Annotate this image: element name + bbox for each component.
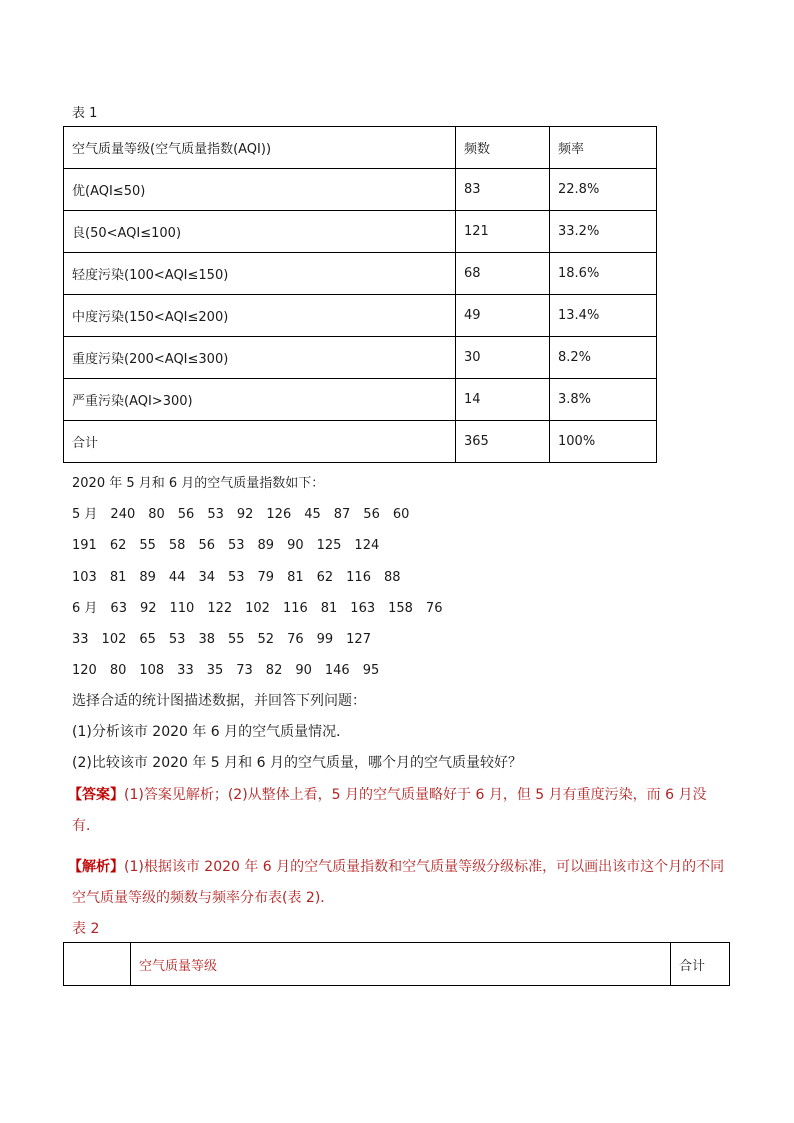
table1 xyxy=(63,126,657,463)
may-values-3: 103 81 89 44 34 53 79 81 62 116 88 xyxy=(72,570,401,585)
table-cell: 严重污染(AQI>300) xyxy=(64,379,456,421)
question-1: (1)分析该市 2020 年 6 月的空气质量情况． xyxy=(72,724,351,740)
answer-tag: 【答案】 xyxy=(68,787,124,803)
answer-text-1: (1)答案见解析；(2)从整体上看，5 月的空气质量略好于 6 月，但 5 月有重度污染，而 6 月没 xyxy=(124,787,707,803)
table-row xyxy=(64,253,657,295)
table-header-cell: 合计 xyxy=(671,943,730,986)
june-values-2: 33 102 65 53 38 55 52 76 99 127 xyxy=(72,632,371,647)
june-values-3: 120 80 108 33 35 73 82 90 146 95 xyxy=(72,663,380,678)
table-header-cell: 频率 xyxy=(550,127,657,169)
may-label: 5 月 xyxy=(72,507,98,522)
table-row xyxy=(64,211,657,253)
table-cell: 重度污染(200<AQI≤300) xyxy=(64,337,456,379)
table-row xyxy=(64,295,657,337)
table-header-cell: 频数 xyxy=(456,127,550,169)
table-cell: 3.8% xyxy=(550,379,657,421)
analysis-tag: 【解析】 xyxy=(68,859,124,875)
answer-line-2: 有． xyxy=(72,818,100,834)
table-row xyxy=(64,169,657,211)
table-cell: 轻度污染(100<AQI≤150) xyxy=(64,253,456,295)
analysis-line-1 xyxy=(68,856,724,876)
table-cell: 良(50<AQI≤100) xyxy=(64,211,456,253)
table-cell: 优(AQI≤50) xyxy=(64,169,456,211)
table-cell: 中度污染(150<AQI≤200) xyxy=(64,295,456,337)
table-cell: 365 xyxy=(456,421,550,463)
table-cell: 30 xyxy=(456,337,550,379)
table-row xyxy=(64,421,657,463)
table-cell: 8.2% xyxy=(550,337,657,379)
table-cell: 14 xyxy=(456,379,550,421)
table-cell xyxy=(64,943,131,986)
may-data-line-1 xyxy=(72,503,409,522)
table2 xyxy=(63,942,730,986)
table2-caption: 表 2 xyxy=(72,921,100,937)
question-prompt: 选择合适的统计图描述数据，并回答下列问题： xyxy=(72,693,366,709)
table1-caption: 表 1 xyxy=(72,106,98,121)
june-label: 6 月 xyxy=(72,601,98,616)
question-2: (2)比较该市 2020 年 5 月和 6 月的空气质量，哪个月的空气质量较好？ xyxy=(72,755,522,771)
analysis-text-1: (1)根据该市 2020 年 6 月的空气质量指数和空气质量等级分级标准，可以画出该市这个月的不同 xyxy=(124,859,725,875)
table-cell: 22.8% xyxy=(550,169,657,211)
table-row xyxy=(64,379,657,421)
table-cell: 83 xyxy=(456,169,550,211)
table-cell: 49 xyxy=(456,295,550,337)
table-header-cell: 空气质量等级(空气质量指数(AQI)) xyxy=(64,127,456,169)
table-cell: 100% xyxy=(550,421,657,463)
analysis-line-2: 空气质量等级的频数与频率分布表(表 2)． xyxy=(72,890,335,906)
may-values-2: 191 62 55 58 56 53 89 90 125 124 xyxy=(72,538,380,553)
answer-line-1 xyxy=(68,784,706,804)
table-cell: 合计 xyxy=(64,421,456,463)
june-data-line-1 xyxy=(72,597,442,616)
table-row xyxy=(64,337,657,379)
table-cell: 13.4% xyxy=(550,295,657,337)
table-cell: 68 xyxy=(456,253,550,295)
table-cell: 33.2% xyxy=(550,211,657,253)
table-cell: 121 xyxy=(456,211,550,253)
table-cell: 18.6% xyxy=(550,253,657,295)
may-values-1: 240 80 56 53 92 126 45 87 56 60 xyxy=(110,507,410,522)
june-values-1: 63 92 110 122 102 116 81 163 158 76 xyxy=(110,601,443,616)
table-row xyxy=(64,127,657,169)
data-intro: 2020 年 5 月和 6 月的空气质量指数如下： xyxy=(72,476,325,491)
table-row xyxy=(64,943,730,986)
table-header-cell: 空气质量等级 xyxy=(131,943,671,986)
